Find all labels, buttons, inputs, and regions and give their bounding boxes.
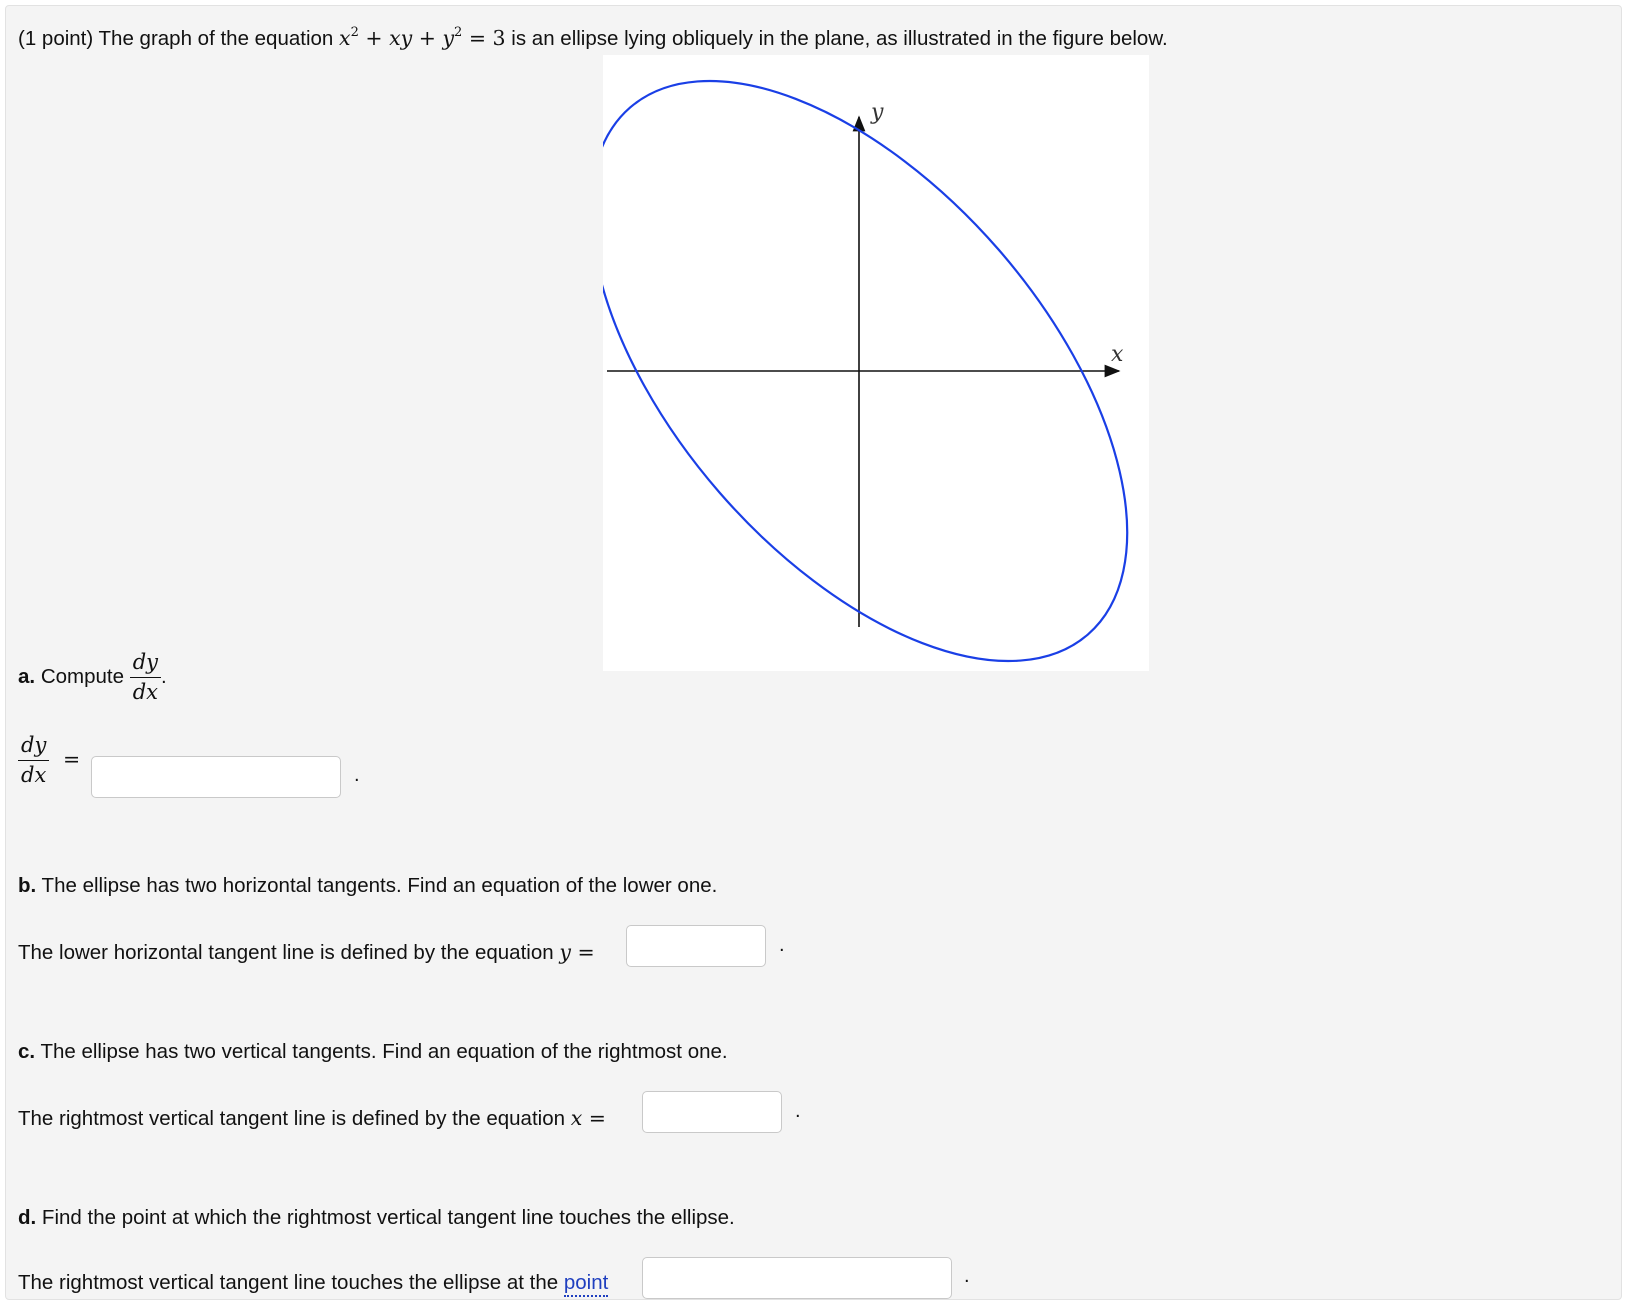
eq-plus-2: + <box>412 26 443 50</box>
part-b-prompt <box>18 874 717 898</box>
problem-container <box>5 5 1622 1300</box>
part-d-prompt <box>18 1206 735 1230</box>
part-c-trailing-period: . <box>795 1100 801 1122</box>
eq-x: x <box>339 26 351 50</box>
part-b-answer-text: The lower horizontal tangent line is defined by the equation <box>18 941 560 964</box>
part-a-period: . <box>161 665 167 689</box>
derivative-answer-input[interactable] <box>91 756 341 798</box>
statement-suffix: is an ellipse lying obliquely in the plane, as illustrated in the figure below. <box>505 27 1168 50</box>
answer-fraction-numerator: dy <box>18 734 49 761</box>
eq-plus-1: + <box>358 26 390 50</box>
part-a-answer-row <box>18 734 80 787</box>
tangent-point-input[interactable] <box>642 1257 952 1299</box>
part-a-trailing-period: . <box>354 764 360 786</box>
part-d-trailing-period: . <box>964 1265 970 1287</box>
ellipse-figure <box>603 55 1149 671</box>
ellipse-curve <box>603 55 1149 671</box>
fraction-numerator: dy <box>130 651 161 678</box>
part-c-answer-row <box>18 1106 606 1131</box>
x-axis-label: x <box>1111 342 1124 367</box>
eq-xy: xy <box>389 26 413 50</box>
lower-tangent-input[interactable] <box>626 925 766 967</box>
statement-prefix: (1 point) The graph of the equation <box>18 27 340 50</box>
ellipse-plot <box>603 55 1149 671</box>
fraction-denominator: dx <box>132 680 158 705</box>
part-c-prompt <box>18 1040 728 1064</box>
part-c-equals: = <box>582 1106 606 1130</box>
answer-derivative-fraction <box>18 734 49 787</box>
part-a-text: Compute <box>40 665 124 689</box>
part-d-text: Find the point at which the rightmost vertical tangent line touches the ellipse. <box>41 1206 735 1229</box>
eq-y: y <box>442 26 455 50</box>
part-a-prompt <box>18 651 167 704</box>
part-b-answer-row <box>18 940 595 965</box>
problem-statement <box>18 26 1168 51</box>
part-b-variable: y <box>559 940 571 964</box>
part-b-letter: b. <box>18 874 37 897</box>
part-c-text: The ellipse has two vertical tangents. Find an equation of the rightmost one. <box>40 1040 728 1063</box>
part-d-letter: d. <box>18 1206 37 1229</box>
part-b-equals: = <box>570 940 595 964</box>
rightmost-tangent-input[interactable] <box>642 1091 782 1133</box>
part-c-answer-text: The rightmost vertical tangent line is defined by the equation <box>18 1107 571 1130</box>
part-d-answer-text: The rightmost vertical tangent line touches the ellipse at the <box>18 1271 564 1294</box>
part-b-text: The ellipse has two horizontal tangents. Find an equation of the lower one. <box>41 874 718 897</box>
y-axis-label: y <box>871 100 884 125</box>
part-a-equals: = <box>63 747 81 772</box>
part-c-variable: x <box>570 1106 583 1130</box>
point-help-link[interactable]: point <box>564 1271 608 1297</box>
eq-exp-1: 2 <box>350 25 359 40</box>
part-d-answer-row <box>18 1271 608 1295</box>
derivative-fraction <box>130 651 161 704</box>
answer-fraction-denominator: dx <box>21 763 47 788</box>
part-a-letter: a. <box>18 665 36 689</box>
part-c-letter: c. <box>18 1040 36 1063</box>
eq-rhs: = 3 <box>462 26 506 50</box>
eq-exp-2: 2 <box>454 25 463 40</box>
part-b-trailing-period: . <box>779 934 785 956</box>
